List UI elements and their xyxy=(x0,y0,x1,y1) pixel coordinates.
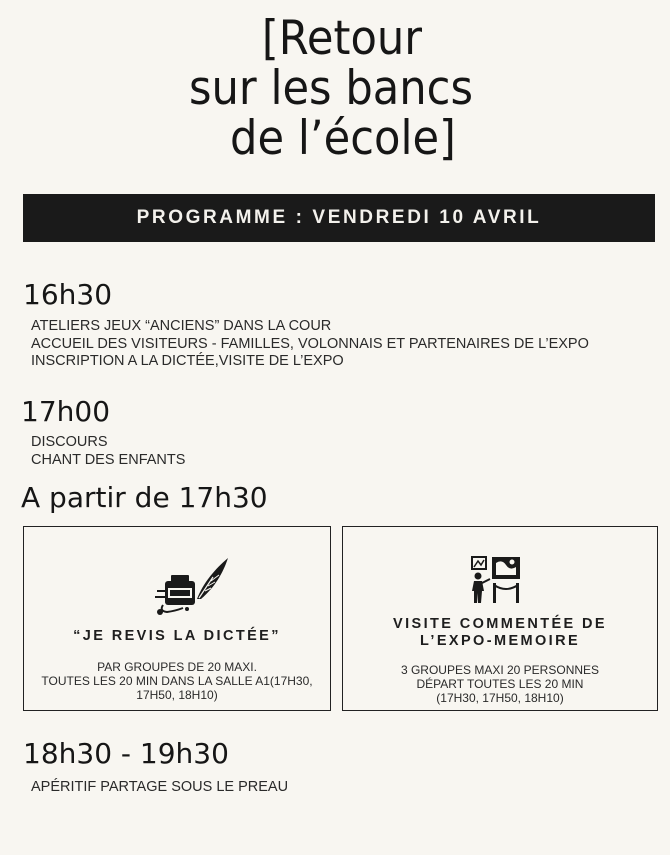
inkwell-quill-icon xyxy=(153,555,231,615)
programme-banner: PROGRAMME : VENDREDI 10 AVRIL xyxy=(23,194,655,242)
activity-card-expo xyxy=(342,526,658,711)
museum-visitor-icon xyxy=(470,555,522,605)
time-17h00: 17h00 xyxy=(21,395,111,428)
activity-details: PAR GROUPES DE 20 MAXI. TOUTES LES 20 MIN DANS LA SALLE A1(17H30, 17H50, 18H10) xyxy=(41,660,313,702)
title-line-2: sur les bancs xyxy=(188,61,473,116)
list-item: CHANT DES ENFANTS xyxy=(31,451,186,468)
title-line-3: de l’école] xyxy=(230,111,456,166)
list-item: APÉRITIF PARTAGE SOUS LE PREAU xyxy=(31,779,289,795)
time-16h30: 16h30 xyxy=(23,278,113,311)
items-17h00 xyxy=(31,434,185,469)
time-a-partir-17h30: A partir de 17h30 xyxy=(21,481,268,514)
activity-details: 3 GROUPES MAXI 20 PERSONNES DÉPART TOUTES LES 20 MIN (17H30, 17H50, 18H10) xyxy=(400,663,600,705)
poster-title xyxy=(0,11,670,166)
time-18h30-19h30: 18h30 - 19h30 xyxy=(23,737,229,770)
activity-title: “JE REVIS LA DICTÉE” xyxy=(73,628,281,644)
list-item: DISCOURS xyxy=(31,434,108,450)
activity-title: VISITE COMMENTÉE DE L’EXPO-MEMOIRE xyxy=(393,616,607,649)
activity-card-dictee xyxy=(23,526,331,711)
list-item: INSCRIPTION A LA DICTÉE,VISITE DE L’EXPO xyxy=(31,353,344,369)
title-line-1: [Retour xyxy=(261,11,423,66)
items-16h30 xyxy=(31,318,589,371)
items-18h30 xyxy=(31,779,288,797)
list-item: ACCUEIL DES VISITEURS - FAMILLES, VOLONNAIS ET PARTENAIRES DE L’EXPO xyxy=(31,335,589,352)
list-item: ATELIERS JEUX “ANCIENS” DANS LA COUR xyxy=(31,318,332,334)
